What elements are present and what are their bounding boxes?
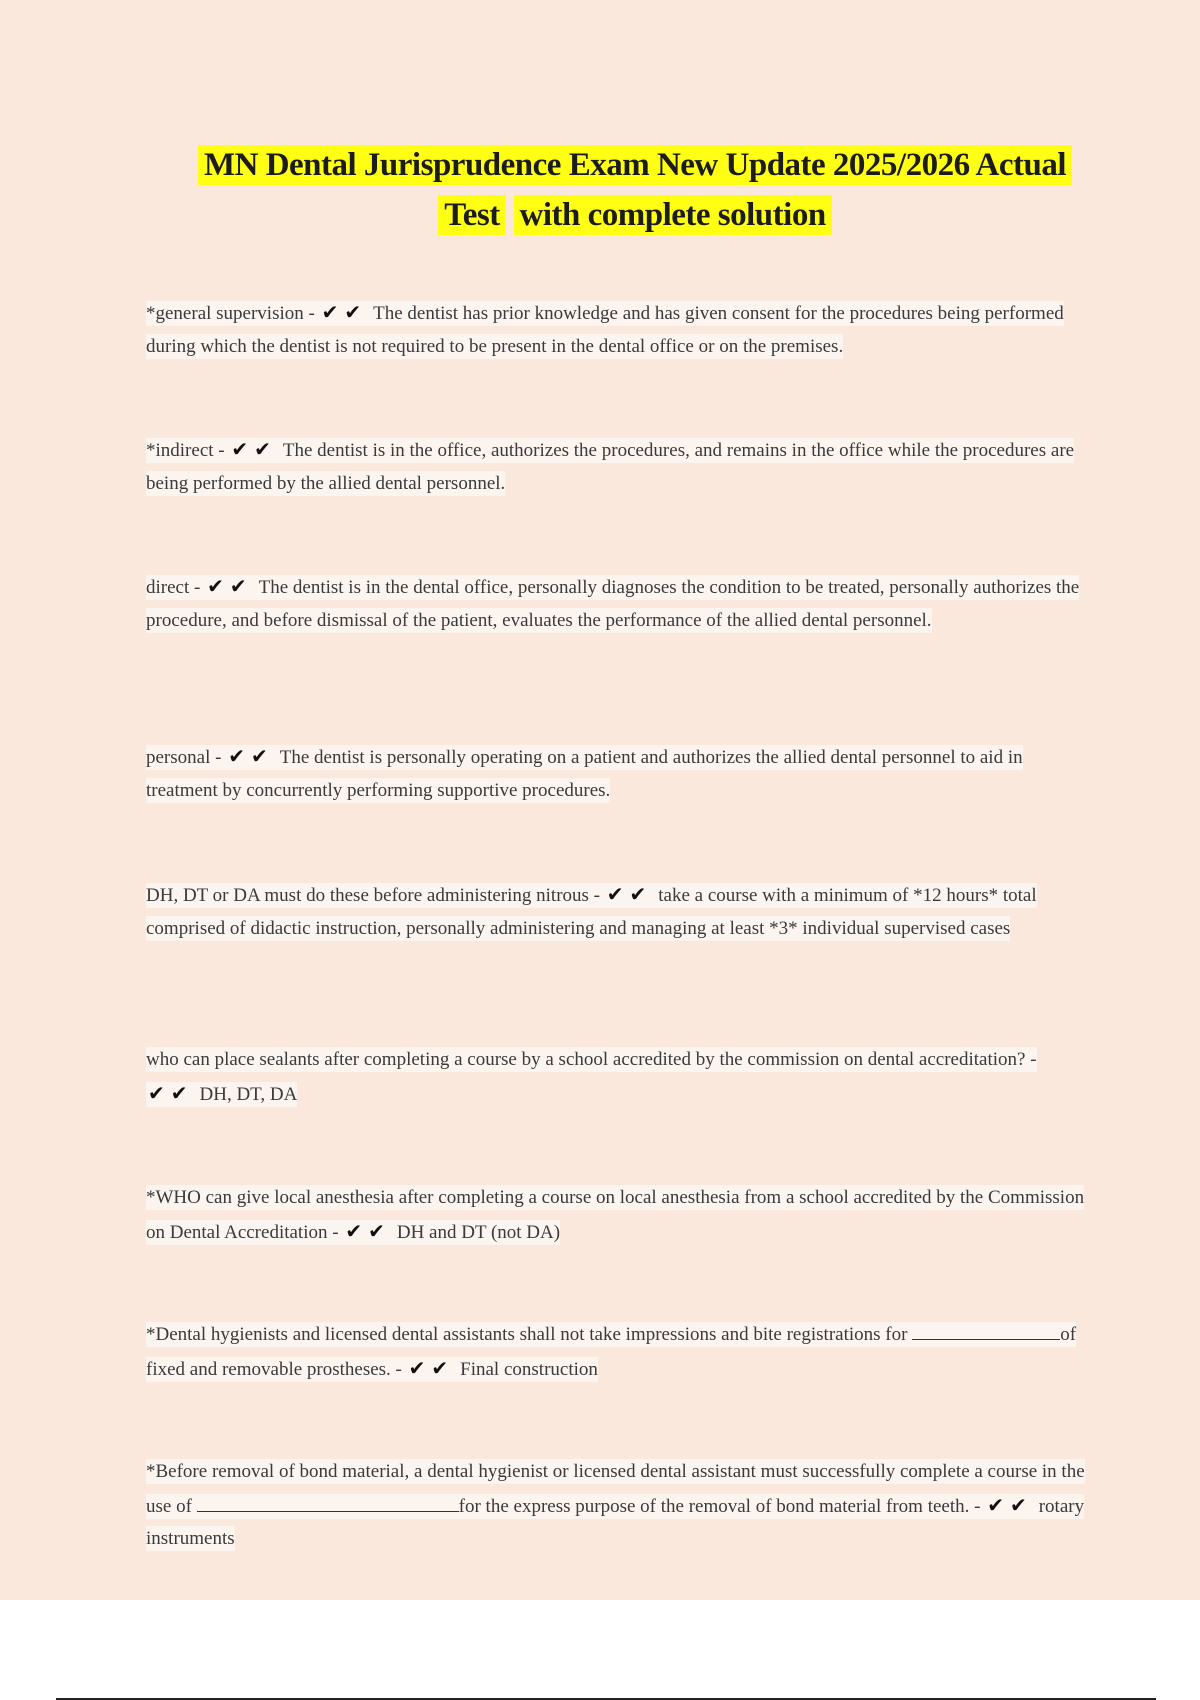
answer-text: DH, DT, DA — [199, 1083, 298, 1105]
double-check-icon: ✔✔ — [408, 1355, 455, 1380]
question-text-start: *Dental hygienists and licensed dental assistants shall not take impressions and bite registrations for — [146, 1324, 913, 1345]
qa-item-general-supervision — [146, 296, 1086, 363]
qa-item-nitrous — [146, 878, 1086, 945]
double-check-icon: ✔✔ — [207, 574, 253, 598]
question-text-end: of fixed and removable prostheses. - — [146, 1324, 1077, 1380]
title-line-2a: Test — [438, 195, 505, 235]
double-check-icon: ✔✔ — [228, 744, 274, 768]
title-line-1: MN Dental Jurisprudence Exam New Update 2025/2026 Actual — [198, 145, 1072, 185]
question-text: *WHO can give local anesthesia after completing a course on local anesthesia from a school accredited by the Commission on Dental Accreditation - — [146, 1187, 1085, 1243]
qa-item-local-anesthesia — [146, 1182, 1086, 1249]
question-text: DH, DT or DA must do these before administering nitrous - — [146, 885, 605, 906]
qa-item-personal — [146, 740, 1086, 807]
qa-item-impressions — [146, 1319, 1086, 1386]
answer-text: The dentist is in the office, authorizes the procedures, and remains in the office while the procedures are being performed by the allied dental personnel. — [146, 440, 1075, 494]
double-check-icon: ✔✔ — [321, 300, 368, 324]
question-text: *general supervision - — [146, 303, 320, 324]
answer-text: The dentist has prior knowledge and has given consent for the procedures being performed during which the dentist is not required to be present in the dental office or on the premises. — [146, 303, 1064, 357]
answer-text: DH and DT (not DA) — [396, 1221, 561, 1243]
answer-text: The dentist is personally operating on a patient and authorizes the allied dental personnel to aid in treatment by concurrently performing supportive procedures. — [146, 747, 1023, 801]
question-text-start: *Before removal of bond material, a dental hygienist or licensed dental assistant must successfully complete a course in the use of — [146, 1461, 1085, 1517]
fill-in-blank — [912, 1321, 1060, 1340]
answer-text: take a course with a minimum of *12 hours* total comprised of didactic instruction, personally administering and managing at least *3* individual supervised cases — [146, 885, 1037, 939]
document-title — [110, 140, 1160, 240]
fill-in-blank — [197, 1493, 459, 1512]
qa-item-indirect — [146, 433, 1086, 500]
answer-text: rotary instruments — [146, 1495, 1085, 1549]
double-check-icon: ✔✔ — [148, 1080, 194, 1105]
qa-item-sealants — [146, 1044, 1086, 1111]
answer-text: Final construction — [460, 1358, 598, 1380]
question-text: direct - — [146, 577, 206, 598]
double-check-icon: ✔✔ — [231, 437, 277, 461]
title-line-2b: with complete solution — [514, 195, 832, 235]
question-text: personal - — [146, 747, 227, 768]
double-check-icon: ✔✔ — [987, 1492, 1033, 1517]
question-text: *indirect - — [146, 440, 230, 461]
question-text: who can place sealants after completing a course by a school accredited by the commission on dental accreditation? - — [146, 1049, 1037, 1070]
double-check-icon: ✔✔ — [345, 1218, 391, 1243]
qa-item-direct — [146, 570, 1086, 637]
answer-text: The dentist is in the dental office, personally diagnoses the condition to be treated, personally authorizes the procedure, and before dismissal of the patient, evaluates the performance of the allied dental personnel. — [146, 577, 1080, 631]
question-text-end: for the express purpose of the removal of bond material from teeth. - — [458, 1495, 986, 1517]
qa-item-bond-removal — [146, 1456, 1086, 1556]
double-check-icon: ✔✔ — [606, 882, 653, 906]
